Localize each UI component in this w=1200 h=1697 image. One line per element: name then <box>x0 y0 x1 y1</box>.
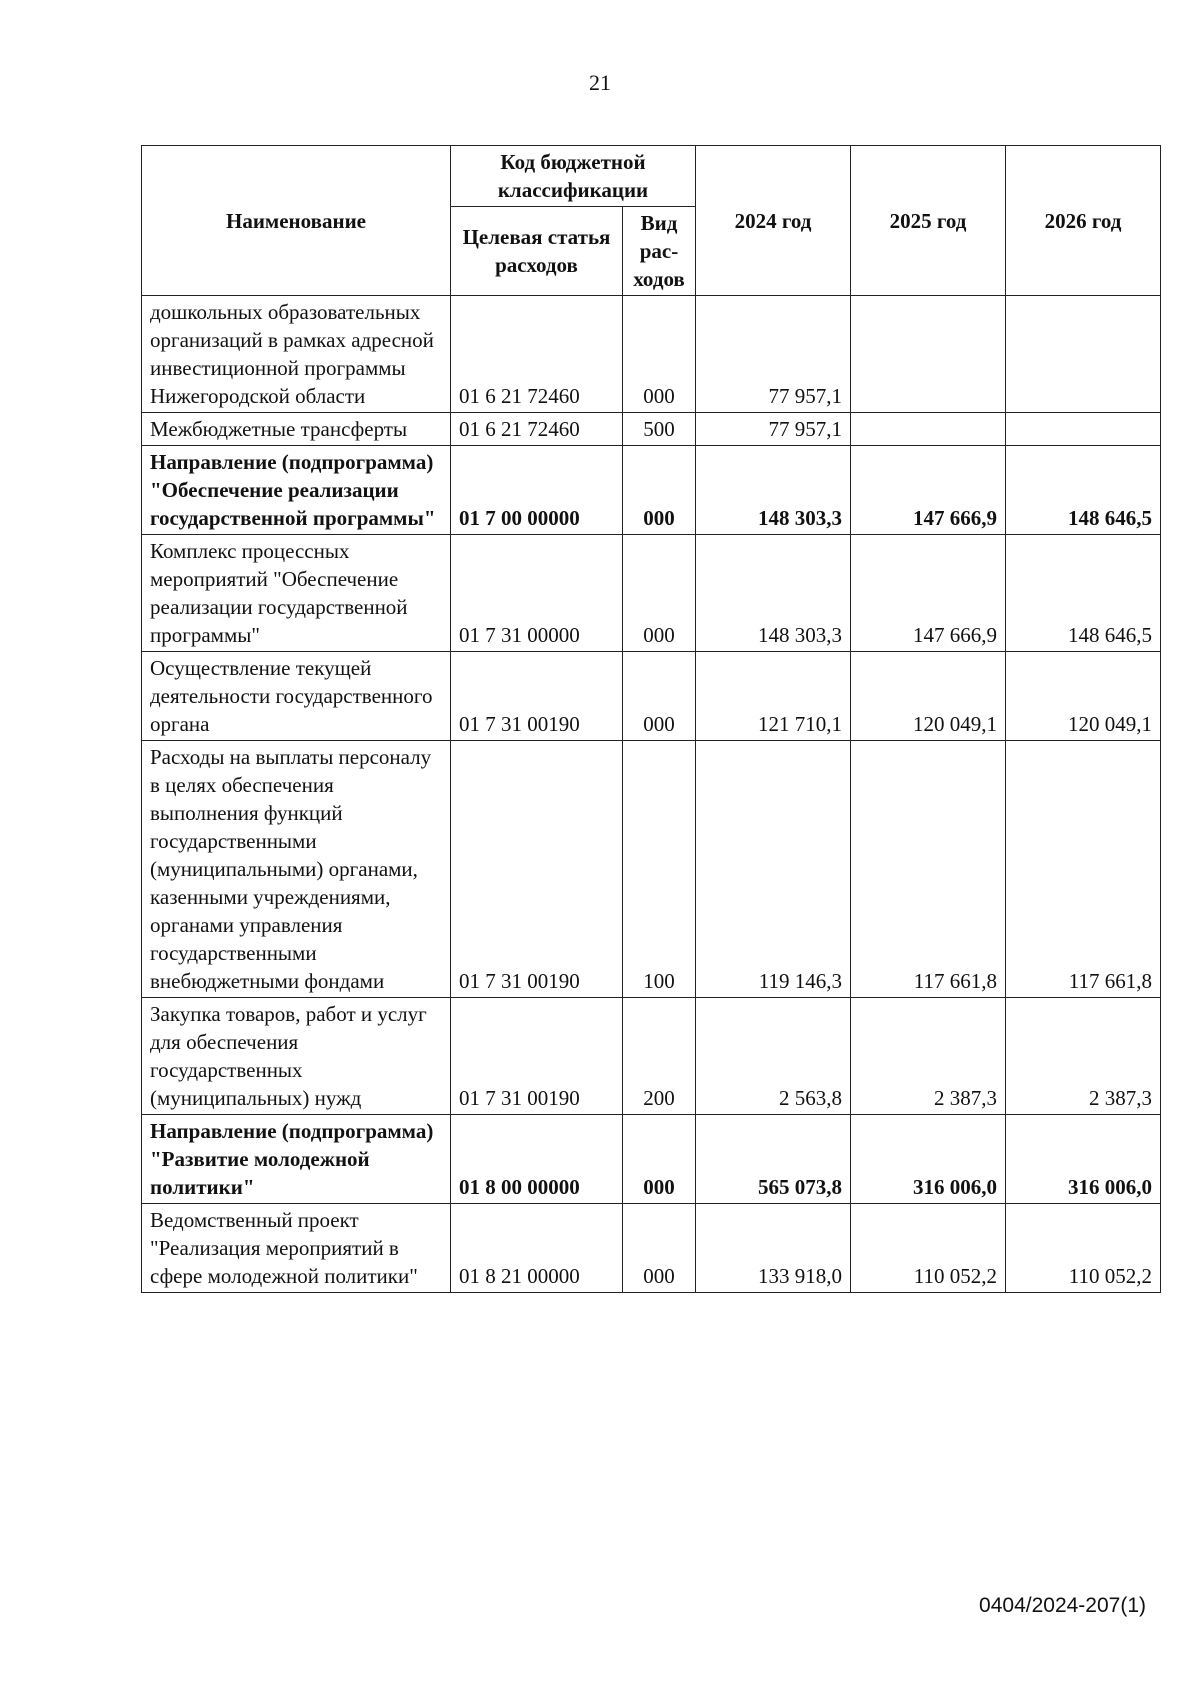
row-2024: 133 918,0 <box>696 1204 851 1293</box>
header-row-top <box>142 146 1161 207</box>
header-year-2024: 2024 год <box>696 146 851 296</box>
row-2025: 110 052,2 <box>851 1204 1006 1293</box>
row-kind: 000 <box>623 1115 696 1204</box>
row-2026: 110 052,2 <box>1006 1204 1161 1293</box>
row-name: дошкольных образовательных организаций в рамках адресной инвестиционной программы Нижегородской области <box>142 296 451 413</box>
row-2025: 316 006,0 <box>851 1115 1006 1204</box>
budget-table <box>141 145 1161 1293</box>
document-code: 0404/2024-207(1) <box>979 1594 1146 1617</box>
row-name: Межбюджетные трансферты <box>142 413 451 446</box>
row-kind: 200 <box>623 998 696 1115</box>
row-2026: 117 661,8 <box>1006 741 1161 998</box>
row-name: Закупка товаров, работ и услуг для обеспечения государственных (муниципальных) нужд <box>142 998 451 1115</box>
row-kind: 000 <box>623 652 696 741</box>
header-year-2026: 2026 год <box>1006 146 1161 296</box>
row-kind: 000 <box>623 296 696 413</box>
row-name: Осуществление текущей деятельности государственного органа <box>142 652 451 741</box>
header-year-2025: 2025 год <box>851 146 1006 296</box>
row-kind: 500 <box>623 413 696 446</box>
row-2025: 120 049,1 <box>851 652 1006 741</box>
row-target: 01 7 00 00000 <box>451 446 623 535</box>
row-name: Направление (подпрограмма) "Развитие молодежной политики" <box>142 1115 451 1204</box>
row-2024: 77 957,1 <box>696 296 851 413</box>
row-2025: 2 387,3 <box>851 998 1006 1115</box>
row-2026: 120 049,1 <box>1006 652 1161 741</box>
row-2025 <box>851 296 1006 413</box>
row-target: 01 7 31 00190 <box>451 998 623 1115</box>
header-code-group: Код бюджетной классификации <box>451 146 696 207</box>
row-target: 01 7 31 00000 <box>451 535 623 652</box>
table-row <box>142 1204 1161 1293</box>
table-row-subprogram <box>142 446 1161 535</box>
row-target: 01 8 00 00000 <box>451 1115 623 1204</box>
page-number: 21 <box>589 70 611 95</box>
row-2026 <box>1006 296 1161 413</box>
row-2026: 148 646,5 <box>1006 535 1161 652</box>
header-kind: Вид рас-ходов <box>623 207 696 296</box>
row-2024: 148 303,3 <box>696 446 851 535</box>
table-row <box>142 535 1161 652</box>
row-target: 01 6 21 72460 <box>451 413 623 446</box>
row-target: 01 7 31 00190 <box>451 652 623 741</box>
row-2025: 117 661,8 <box>851 741 1006 998</box>
table-row <box>142 413 1161 446</box>
row-2024: 121 710,1 <box>696 652 851 741</box>
row-kind: 100 <box>623 741 696 998</box>
row-2025: 147 666,9 <box>851 446 1006 535</box>
header-target: Целевая статья расходов <box>451 207 623 296</box>
table-row <box>142 741 1161 998</box>
header-name: Наименование <box>142 146 451 296</box>
table-row <box>142 652 1161 741</box>
row-name: Направление (подпрограмма) "Обеспечение реализации государственной программы" <box>142 446 451 535</box>
row-2024: 77 957,1 <box>696 413 851 446</box>
row-2024: 2 563,8 <box>696 998 851 1115</box>
row-kind: 000 <box>623 446 696 535</box>
table-row <box>142 998 1161 1115</box>
table-row-subprogram <box>142 1115 1161 1204</box>
row-2025: 147 666,9 <box>851 535 1006 652</box>
row-2024: 565 073,8 <box>696 1115 851 1204</box>
row-2026 <box>1006 413 1161 446</box>
row-2024: 119 146,3 <box>696 741 851 998</box>
row-name: Ведомственный проект "Реализация мероприятий в сфере молодежной политики" <box>142 1204 451 1293</box>
row-name: Расходы на выплаты персоналу в целях обеспечения выполнения функций государственными (муниципальными) органами, казенными учреждениями, органами управления государственными внебюджетными фондами <box>142 741 451 998</box>
row-2026: 2 387,3 <box>1006 998 1161 1115</box>
row-name: Комплекс процессных мероприятий "Обеспечение реализации государственной программы" <box>142 535 451 652</box>
row-kind: 000 <box>623 535 696 652</box>
table-row <box>142 296 1161 413</box>
row-target: 01 8 21 00000 <box>451 1204 623 1293</box>
row-target: 01 7 31 00190 <box>451 741 623 998</box>
row-2026: 316 006,0 <box>1006 1115 1161 1204</box>
row-2025 <box>851 413 1006 446</box>
row-target: 01 6 21 72460 <box>451 296 623 413</box>
row-2026: 148 646,5 <box>1006 446 1161 535</box>
row-2024: 148 303,3 <box>696 535 851 652</box>
row-kind: 000 <box>623 1204 696 1293</box>
